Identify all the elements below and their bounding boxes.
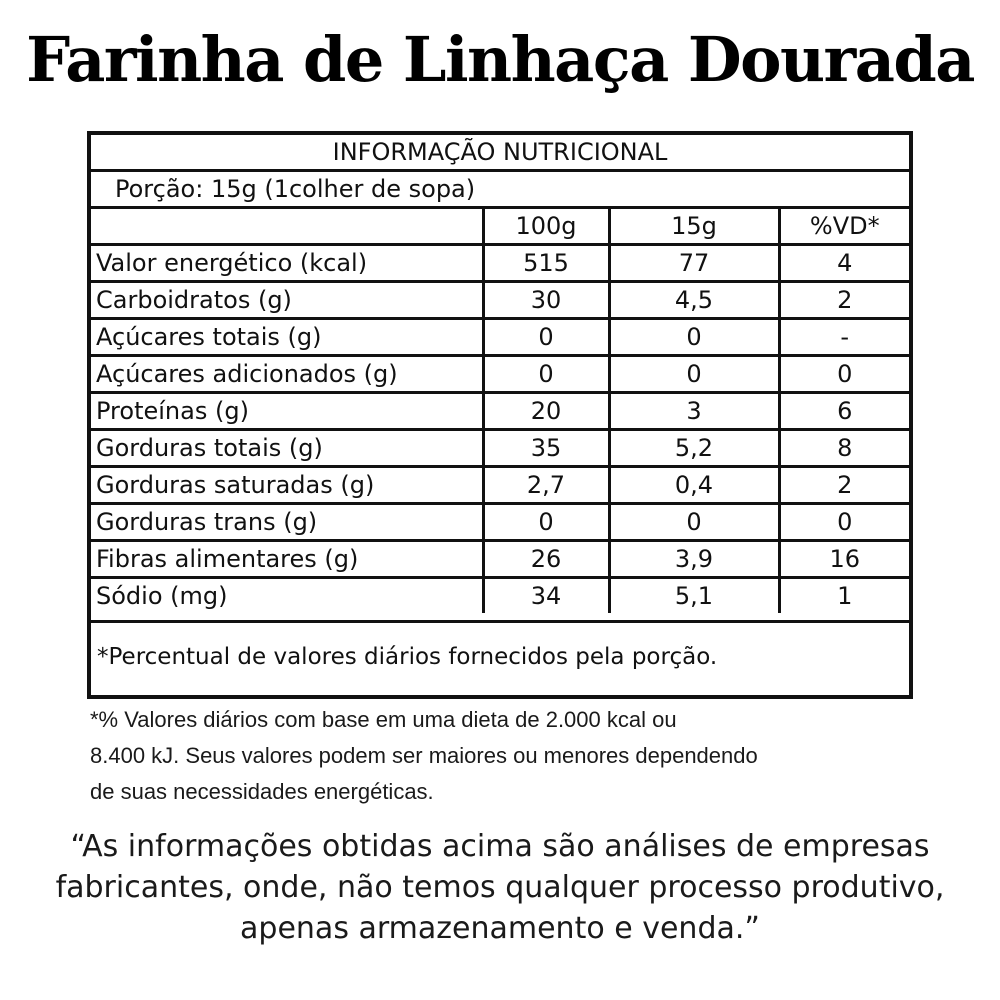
nutrient-name: Gorduras trans (g) [91,504,483,541]
table-row [91,245,909,282]
table-row [91,578,909,614]
column-header-100g: 100g [483,208,609,245]
table-row [91,356,909,393]
disclaimer-line: “As informações obtidas acima são análises de empresas [70,829,930,864]
table-header-row [91,135,909,171]
value-daily-percent: 8 [779,430,909,467]
value-per-15g: 5,2 [609,430,779,467]
disclaimer-quote [0,826,1000,949]
value-daily-percent: 6 [779,393,909,430]
value-per-15g: 0 [609,319,779,356]
column-header-15g: 15g [609,208,779,245]
value-per-15g: 0 [609,504,779,541]
table-row [91,393,909,430]
value-per-100g: 0 [483,319,609,356]
value-per-100g: 35 [483,430,609,467]
value-daily-percent: 0 [779,356,909,393]
value-per-15g: 77 [609,245,779,282]
value-per-100g: 0 [483,356,609,393]
value-per-100g: 515 [483,245,609,282]
table-row [91,430,909,467]
nutrient-name: Fibras alimentares (g) [91,541,483,578]
value-per-15g: 3,9 [609,541,779,578]
nutrient-name: Carboidratos (g) [91,282,483,319]
value-per-100g: 0 [483,504,609,541]
table-row [91,541,909,578]
column-header-vd: %VD* [779,208,909,245]
value-per-15g: 5,1 [609,578,779,614]
column-header-row [91,208,909,245]
nutrient-name: Açúcares adicionados (g) [91,356,483,393]
value-per-100g: 26 [483,541,609,578]
portion-size: Porção: 15g (1colher de sopa) [91,171,909,208]
daily-values-note-line: de suas necessidades energéticas. [90,779,434,804]
table-row [91,504,909,541]
value-daily-percent: - [779,319,909,356]
value-per-100g: 34 [483,578,609,614]
daily-values-note [90,702,920,810]
value-per-15g: 3 [609,393,779,430]
value-daily-percent: 4 [779,245,909,282]
table-row [91,282,909,319]
table-row [91,319,909,356]
nutrient-name: Sódio (mg) [91,578,483,614]
nutrient-name: Proteínas (g) [91,393,483,430]
value-per-15g: 0 [609,356,779,393]
table-footnote: *Percentual de valores diários fornecidos pela porção. [91,620,909,699]
value-daily-percent: 16 [779,541,909,578]
daily-values-note-line: *% Valores diários com base em uma dieta de 2.000 kcal ou [90,707,677,732]
nutrition-facts-box [87,131,913,699]
value-daily-percent: 1 [779,578,909,614]
value-per-100g: 2,7 [483,467,609,504]
nutrient-name: Gorduras totais (g) [91,430,483,467]
column-header-nutrient [91,208,483,245]
value-daily-percent: 2 [779,282,909,319]
product-title: Farinha de Linhaça Dourada [26,23,974,96]
value-daily-percent: 0 [779,504,909,541]
disclaimer-line: apenas armazenamento e venda.” [240,911,760,946]
nutrient-name: Valor energético (kcal) [91,245,483,282]
portion-row [91,171,909,208]
value-per-15g: 4,5 [609,282,779,319]
table-row [91,467,909,504]
table-heading: INFORMAÇÃO NUTRICIONAL [332,138,668,166]
daily-values-note-line: 8.400 kJ. Seus valores podem ser maiores ou menores dependendo [90,743,758,768]
disclaimer-line: fabricantes, onde, não temos qualquer processo produtivo, [55,870,945,905]
nutrition-table [91,135,909,613]
value-per-15g: 0,4 [609,467,779,504]
nutrient-name: Gorduras saturadas (g) [91,467,483,504]
value-daily-percent: 2 [779,467,909,504]
nutrient-name: Açúcares totais (g) [91,319,483,356]
value-per-100g: 30 [483,282,609,319]
value-per-100g: 20 [483,393,609,430]
